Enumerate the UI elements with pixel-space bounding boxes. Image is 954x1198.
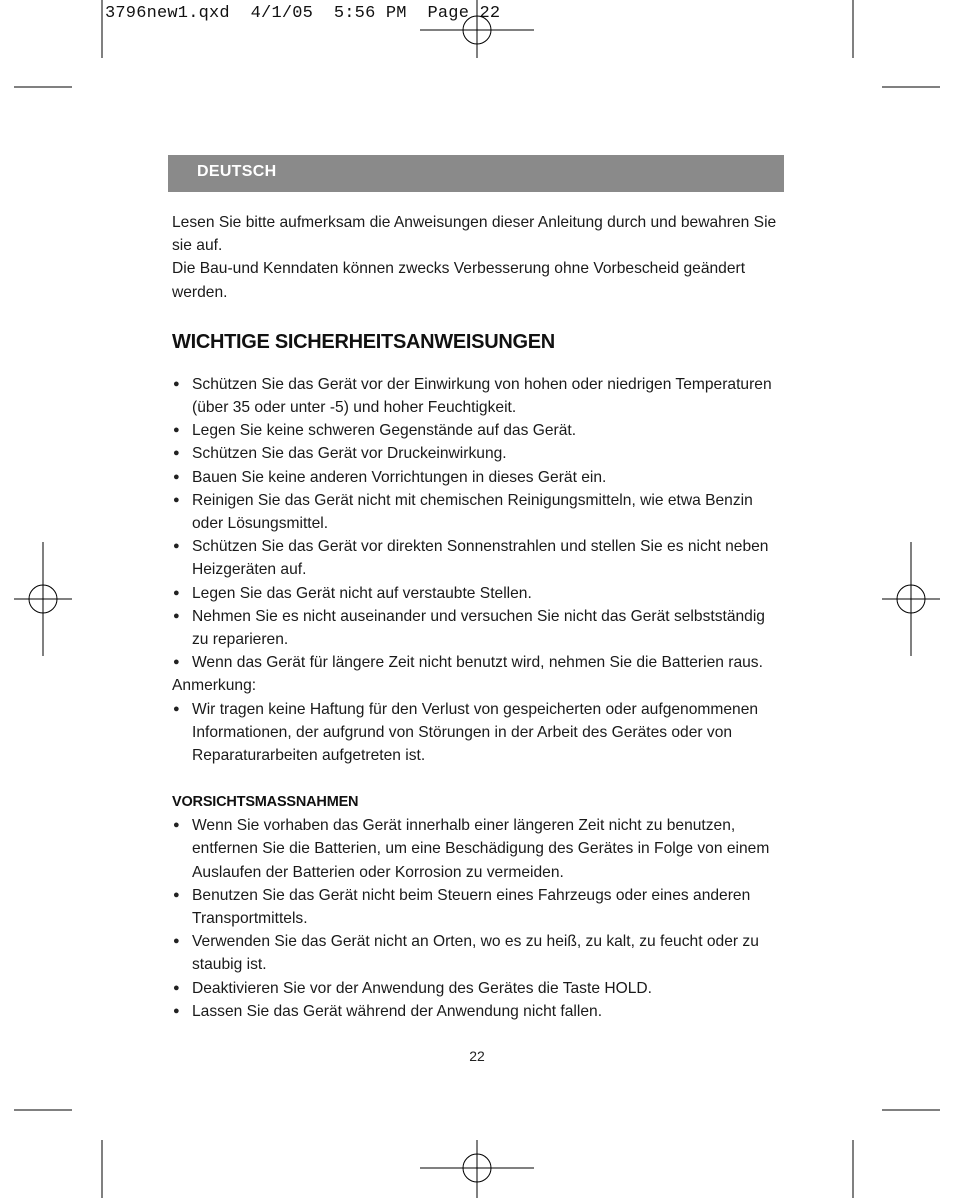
slug-date: 4/1/05 [250, 4, 314, 23]
safety-list [172, 373, 784, 675]
list-item: ● Reinigen Sie das Gerät nicht mit chemischen Reinigungsmitteln, wie etwa Benzin oder Lösungsmittel. [172, 489, 784, 535]
list-item: ● Legen Sie keine schweren Gegenstände auf das Gerät. [172, 419, 784, 442]
list-item: ● Wenn das Gerät für längere Zeit nicht benutzt wird, nehmen Sie die Batterien raus. [172, 651, 784, 674]
registration-mark-left [14, 542, 72, 656]
precautions-heading: VORSICHTSMASSNAHMEN [172, 794, 359, 811]
registration-mark-right [882, 542, 940, 656]
list-item: ● Benutzen Sie das Gerät nicht beim Steuern eines Fahrzeugs oder eines anderen Transportmittels. [172, 884, 784, 930]
list-item: ● Schützen Sie das Gerät vor Druckeinwirkung. [172, 442, 784, 465]
slug-file: 3796new1.qxd [105, 4, 230, 23]
list-item: ● Wenn Sie vorhaben das Gerät innerhalb einer längeren Zeit nicht zu benutzen, entfernen Sie die Batterien, um eine Beschädigung des Gerätes in Folge von einem Auslaufen der Batterien oder Korrosion zu vermeiden. [172, 814, 784, 884]
slug-page: Page 22 [427, 4, 501, 23]
list-item: ● Schützen Sie das Gerät vor direkten Sonnenstrahlen und stellen Sie es nicht neben Heizgeräten auf. [172, 535, 784, 581]
language-label: DEUTSCH [197, 163, 277, 180]
registration-mark-bottom [420, 1140, 534, 1198]
slug-time: 5:56 PM [333, 4, 407, 23]
note-label: Anmerkung: [172, 677, 257, 695]
language-section-bar [168, 155, 784, 192]
list-item: ● Legen Sie das Gerät nicht auf verstaubte Stellen. [172, 582, 784, 605]
registration-mark-top [420, 0, 534, 58]
list-item: ● Bauen Sie keine anderen Vorrichtungen in dieses Gerät ein. [172, 466, 784, 489]
note-list [172, 698, 784, 768]
list-item: ● Lassen Sie das Gerät während der Anwendung nicht fallen. [172, 1000, 784, 1023]
page-content [172, 211, 784, 1023]
safety-heading: WICHTIGE SICHERHEITSANWEISUNGEN [172, 330, 555, 353]
list-item: ● Deaktivieren Sie vor der Anwendung des Gerätes die Taste HOLD. [172, 977, 784, 1000]
intro-paragraph-2: Die Bau-und Kenndaten können zwecks Verbesserung ohne Vorbescheid geändert werden. [172, 260, 746, 301]
list-item: ● Schützen Sie das Gerät vor der Einwirkung von hohen oder niedrigen Temperaturen (über 35 oder unter -5) und hoher Feuchtigkeit. [172, 373, 784, 419]
page-number: 22 [469, 1048, 485, 1064]
intro-paragraph-1: Lesen Sie bitte aufmerksam die Anweisungen dieser Anleitung durch und bewahren Sie sie auf. [172, 214, 777, 255]
precautions-list [172, 814, 784, 1023]
list-item: ● Nehmen Sie es nicht auseinander und versuchen Sie nicht das Gerät selbstständig zu reparieren. [172, 605, 784, 651]
list-item: ● Verwenden Sie das Gerät nicht an Orten, wo es zu heiß, zu kalt, zu feucht oder zu staubig ist. [172, 930, 784, 976]
list-item: ● Wir tragen keine Haftung für den Verlust von gespeicherten oder aufgenommenen Informationen, der aufgrund von Störungen in der Arbeit des Gerätes oder von Reparaturarbeiten aufgetreten ist. [172, 698, 784, 768]
